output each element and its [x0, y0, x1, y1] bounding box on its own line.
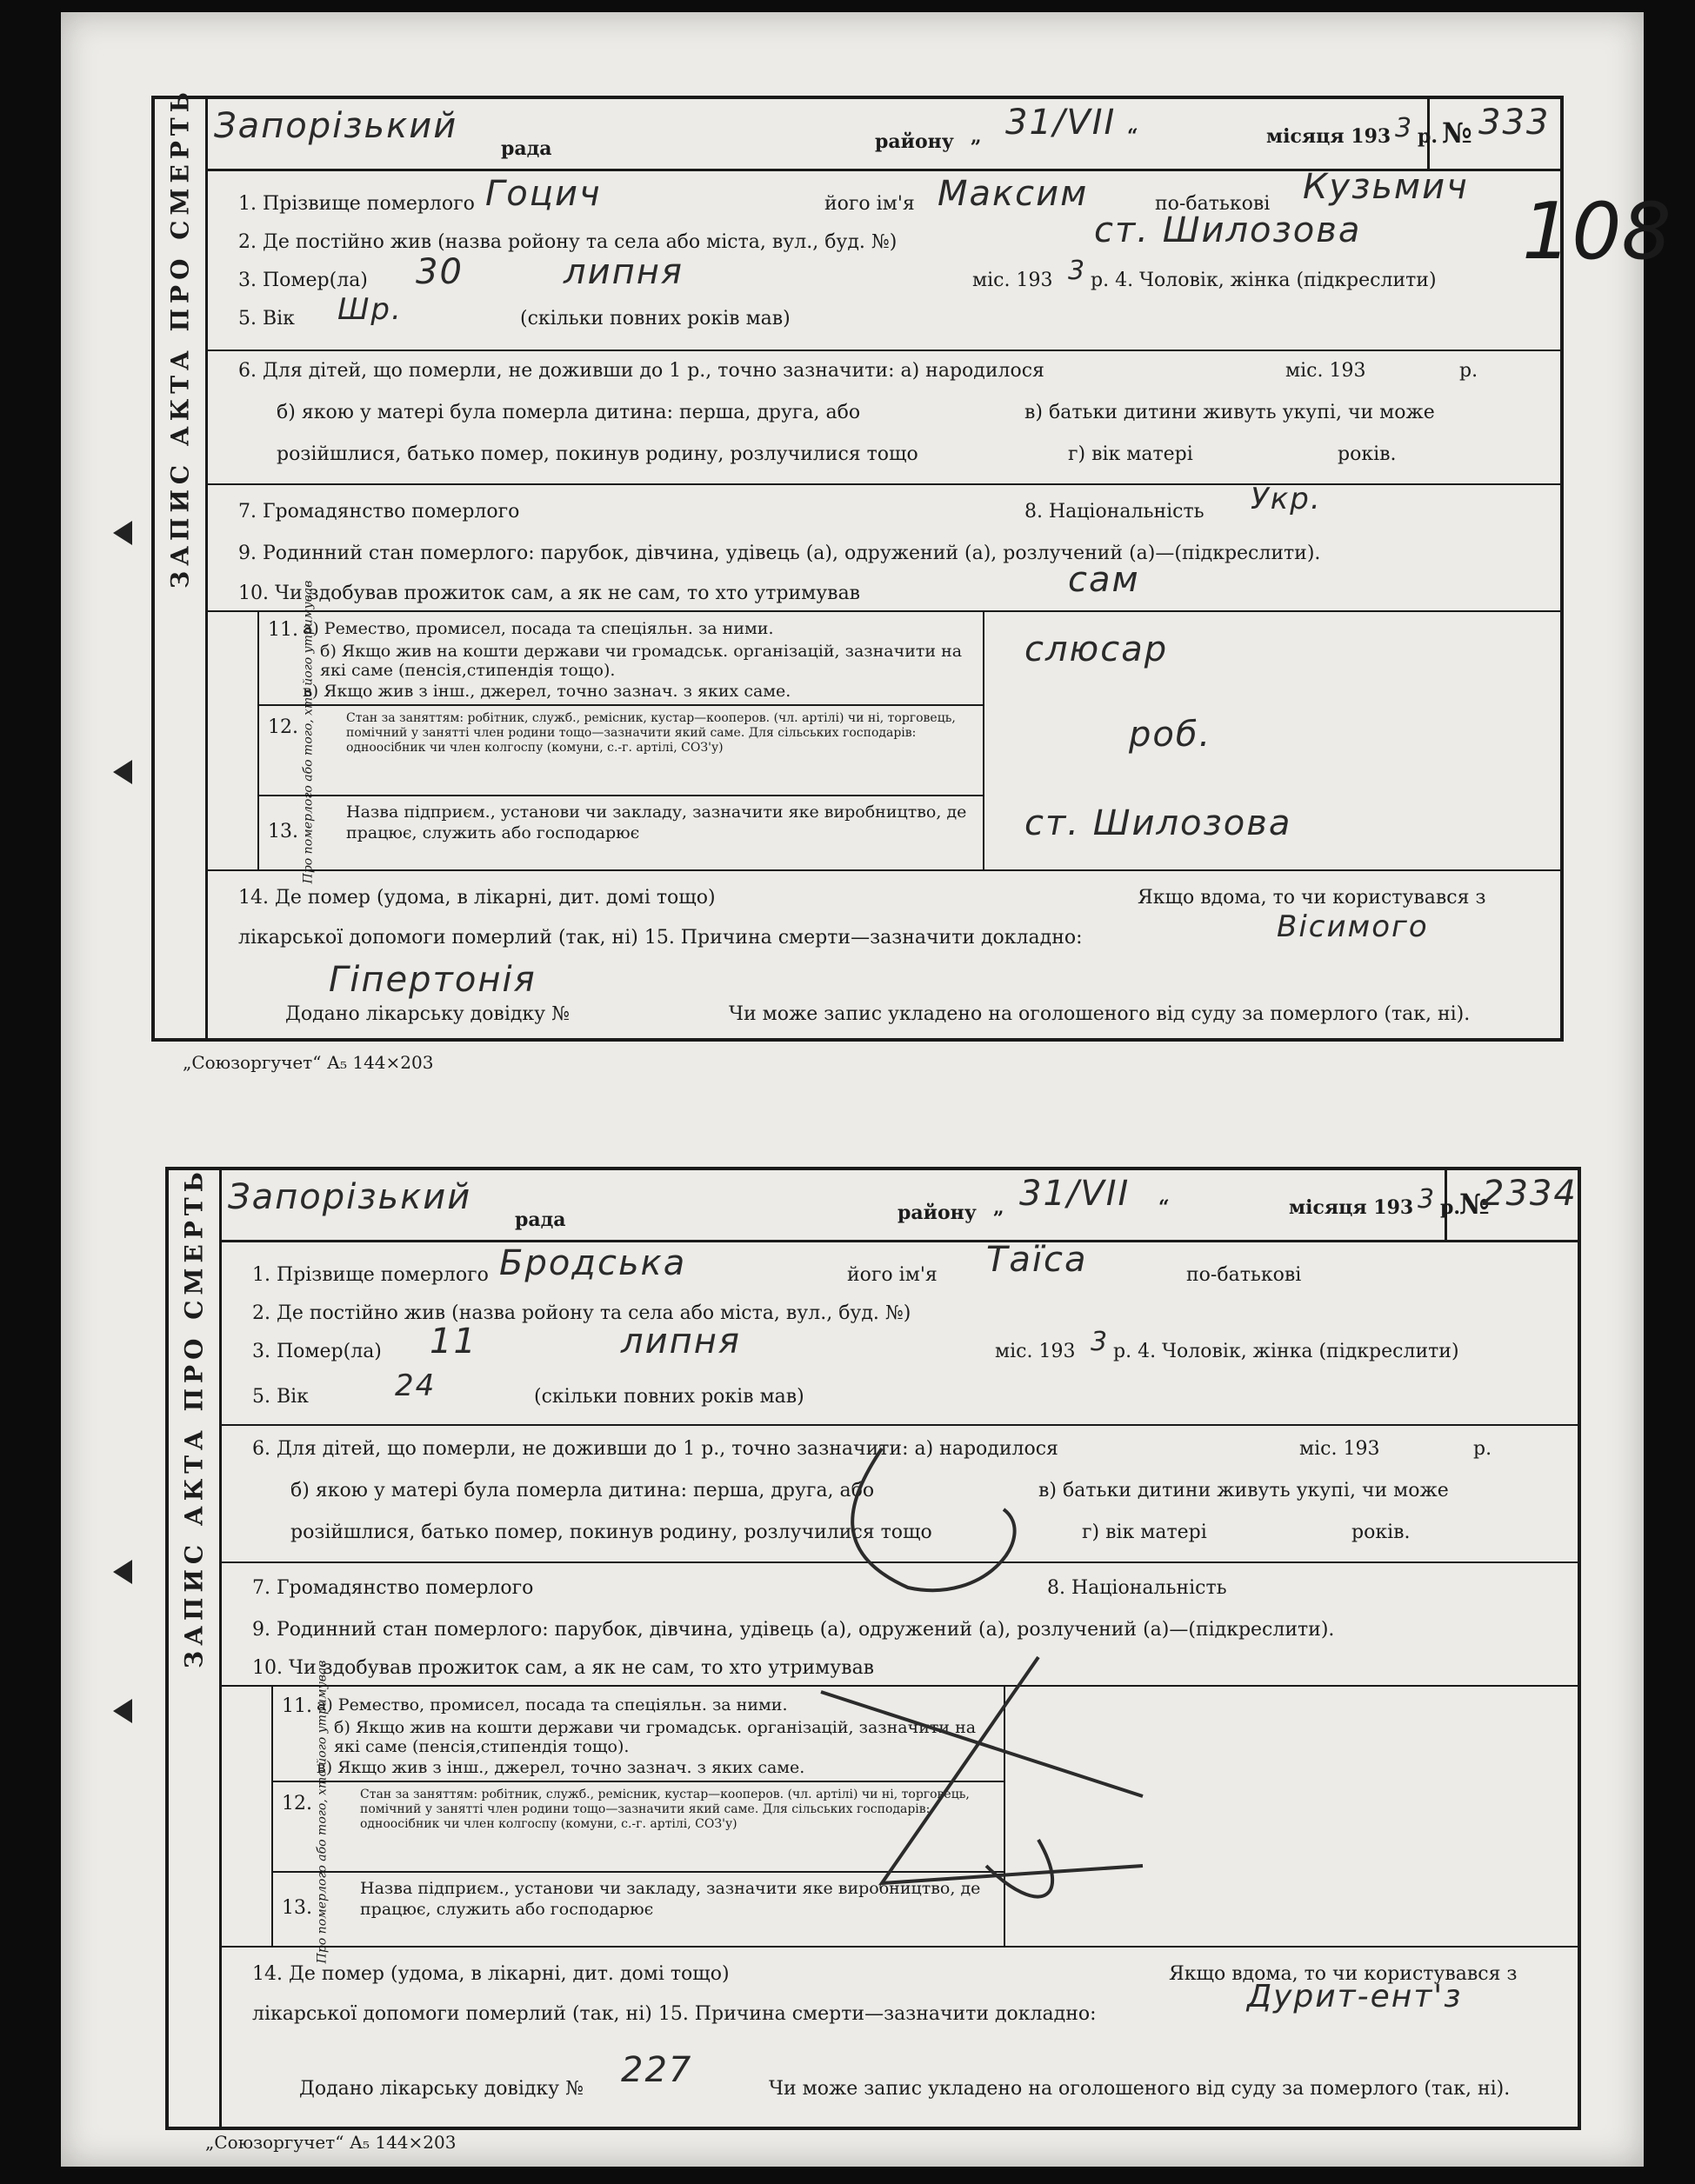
punch-hole [113, 760, 132, 784]
form-sidebar [169, 1167, 222, 2127]
record-number-box: № 2334 [1445, 1170, 1578, 1240]
record-number: 333 [1478, 103, 1551, 143]
cancel-stroke [777, 1431, 1386, 1935]
print-footer: „Союзоргучет“ А₅ 144×203 [205, 2132, 457, 2153]
form-header: Запорізький рада району „ 31/VII “ місяця 193 3 р. № 2334 [219, 1170, 1578, 1242]
date-handwritten: 31/VII [1019, 1174, 1131, 1214]
occupation: слюсар [1024, 629, 1169, 669]
medical-help: Вісимого [1277, 909, 1429, 944]
death-day: 30 [416, 252, 464, 292]
record-number: 2334 [1482, 1174, 1578, 1214]
address: ст. Шилозова [1094, 210, 1362, 250]
record-number-box: № 333 [1427, 99, 1560, 169]
death-month: липня [564, 252, 684, 292]
punch-hole [113, 521, 132, 545]
month-label: місяця 193 [1266, 125, 1391, 148]
form-title: ЗАПИС АКТА ПРО СМЕРТЬ [179, 1167, 209, 1668]
council-label: рада [501, 137, 552, 160]
date-handwritten: 31/VII [1005, 103, 1117, 143]
punch-hole [113, 1560, 132, 1584]
surname: Гоцич [485, 174, 602, 214]
punch-hole [113, 1699, 132, 1723]
month-label: місяця 193 [1289, 1196, 1414, 1219]
certificate-number: 227 [621, 2050, 693, 2090]
council-label: рада [515, 1209, 566, 1231]
form-sidebar [155, 87, 208, 1038]
given-name: Таїса [986, 1240, 1088, 1280]
death-record-form-1: ЗАПИС АКТА ПРО СМЕРТЬ Запорізький рада району „ 31/VII “ місяця 193 3 р. № 333 1. Прізвище померлого Гоцич його ім'я Максим по-батькові Кузьмич 2. Де постійно жив (назва ройону та села або міста, вул., буд. №) ст. Шилозова 3. Помер(ла) 30 липня міс. 193 3 р. 4. Чоловік, жінка (підкреслити) 5. Вік Шр. (скільки повних років мав) 6. Для дітей, що померли, не доживши до 1 р., точно зазначити: а) народилося міс. 193 р. б) якою у матері була померла дитина: перша, друга, або в) батьки дитини живуть укупі, чи може розійшлися, батько помер, покинув родину, розлучилися тощо г) вік матері років. 7. Громадянство померлого 8. Національність Укр. 9. Родинний стан померлого: парубок, дівчина, удівець (а), одружений (а), розлучений (а)—(підкреслити). 10. Чи здобував прожиток сам, а як не сам, то хто утримував сам Про померлого або того, хто його утримував 11. а) Ремество, промисел, посада та спеціяльн. за ними. б) Якщо жив на кошти держави чи громадськ. організацій, зазначити на які саме (пенсія,стипендія тощо). в) Якщо жив з інш., джерел, точно зазнач. з яких саме. слюсар 12. Стан за заняттям: робітник, служб., ремісник, кустар—кооперов. (чл. артілі) чи ні, торговець, помічний у занятті член родини тощо—зазначити який саме. Для сільських господарів: одноосібник чи член колгоспу (комуни, с.-г. артілі, СОЗ'у) роб. 13. Назва підприєм., установи чи закладу, зазначити яке виробництво, де працює, служить або господарює ст. Шилозова 14. Де помер (удома, в лікарні, дит. домі тощо) Якщо вдома, то чи користувався з лікарської допомоги померлий (так, ні) 15. Причина смерти—зазначити докладно: Вісимого Гіпертонія Додано лікарську довідку № Чи може запис укладено на оголошеного від суду за померлого (так, ні). [151, 96, 1564, 1042]
nationality: Укр. [1251, 482, 1322, 516]
workplace: ст. Шилозова [1024, 803, 1292, 843]
surname: Бродська [499, 1243, 687, 1283]
district-label: району [875, 130, 954, 153]
council-handwritten: Запорізький [214, 106, 458, 146]
council-handwritten: Запорізький [228, 1177, 472, 1217]
form-header: Запорізький рада району „ 31/VII “ місяця 193 3 р. № 333 [205, 99, 1560, 171]
district-label: району [898, 1202, 977, 1224]
cause-of-death: Дурит-ент'з [1247, 1979, 1463, 2014]
document-sheet [61, 12, 1672, 2167]
margin-number: 108 [1522, 186, 1672, 277]
supported-by: сам [1068, 560, 1140, 600]
age: 24 [395, 1368, 437, 1403]
cause-of-death: Гіпертонія [329, 960, 537, 1000]
death-day: 11 [430, 1322, 477, 1362]
age: Шр. [337, 292, 403, 327]
death-month: липня [621, 1322, 741, 1362]
given-name: Максим [938, 174, 1089, 214]
employment-status: роб. [1129, 715, 1212, 755]
death-record-form-2: ЗАПИС АКТА ПРО СМЕРТЬ Запорізький рада району „ 31/VII “ місяця 193 3 р. № 2334 1. Прізвище померлого Бродська його ім'я Таїса по-батькові 2. Де постійно жив (назва ройону та села або міста, вул., буд. №) 3. Помер(ла) 11 липня міс. 193 3 р. 4. Чоловік, жінка (підкреслити) 5. Вік 24 (скільки повних років мав) 6. Для дітей, що померли, не доживши до 1 р., точно зазначити: а) народилося міс. 193 р. б) якою у матері була померла дитина: перша, друга, або в) батьки дитини живуть укупі, чи може розійшлися, батько помер, покинув родину, розлучилися тощо г) вік матері років. 7. Громадянство померлого 8. Національність 9. Родинний стан померлого: парубок, дівчина, удівець (а), одружений (а), розлучений (а)—(підкреслити). 10. Чи здобував прожиток сам, а як не сам, то хто утримував Про померлого або того, хто його утримував 11. а) Ремество, промисел, посада та спеціяльн. за ними. б) Якщо жив на кошти держави чи громадськ. організацій, зазначити на які саме (пенсія,стипендія тощо). в) Якщо жив з інш., джерел, точно зазнач. з яких саме. 12. Стан за заняттям: робітник, служб., ремісник, кустар—кооперов. (чл. артілі) чи ні, торговець, помічний у занятті член родини тощо—зазначити який саме. Для сільських господарів: одноосібник чи член колгоспу (комуни, с.-г. артілі, СОЗ'у) 13. Назва підприєм., установи чи закладу, зазначити яке виробництво, де працює, служить або господарює 14. Де помер (удома, в лікарні, дит. домі тощо) Якщо вдома, то чи користувався з лікарської допомоги померлий (так, ні) 15. Причина смерти—зазначити докладно: Дурит-ент'з Додано лікарську довідку № 227 Чи може запис укладено на оголошеного від суду за померлого (так, ні). [165, 1167, 1581, 2130]
patronymic: Кузьмич [1303, 167, 1469, 207]
print-footer: „Союзоргучет“ А₅ 144×203 [183, 1052, 434, 1073]
form-title: ЗАПИС АКТА ПРО СМЕРТЬ [165, 87, 195, 589]
